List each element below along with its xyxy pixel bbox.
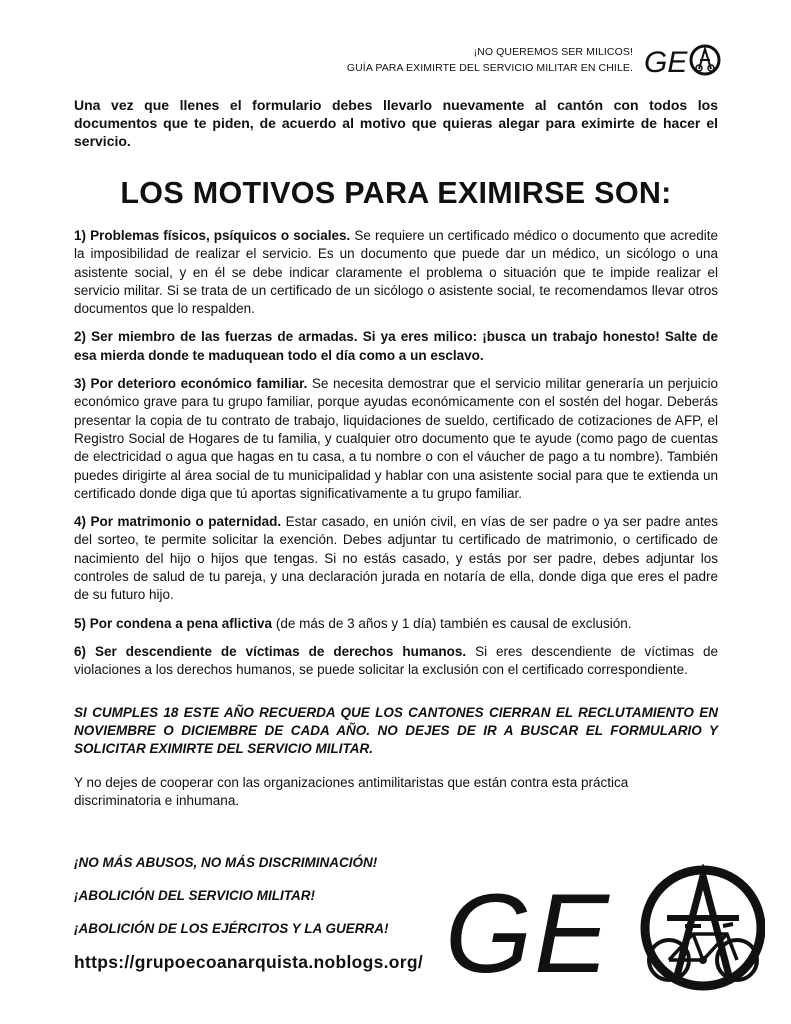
reason-item-5-body: (de más de 3 años y 1 día) también es causal de exclusión.: [272, 615, 632, 631]
reason-item-6-body: Si eres descendiente de víctimas de violaciones a los derechos humanos, se puede solicitar la exclusión con el certificado correspondiente.: [74, 643, 718, 678]
page-title: LOS MOTIVOS PARA EXIMIRSE SON:: [120, 176, 672, 210]
deadline-warning: SI CUMPLES 18 ESTE AÑO RECUERDA QUE LOS CANTONES CIERRAN EL RECLUTAMIENTO EN NOVIEMBRE O DICIEMBRE DE CADA AÑO. NO DEJES DE IR A BUSCAR EL FORMULARIO Y SOLICITAR EXIMIRTE DEL SERVICIO MILITAR.: [74, 704, 718, 756]
reason-item-6: [74, 643, 718, 680]
geo-logo-text: GE: [445, 871, 611, 994]
website-link[interactable]: https://grupoecoanarquista.noblogs.org/: [74, 952, 424, 972]
header-logo-text: GE: [644, 46, 688, 79]
reason-item-2-lead: 2) Ser miembro de las fuerzas de armadas. Si ya eres milico: ¡busca un trabajo honesto! Salte de esa mierda donde te maduquean todo el día como a un esclavo.: [74, 329, 718, 363]
header-logo-icon: [644, 38, 724, 82]
slogan-3: ¡ABOLICIÓN DE LOS EJÉRCITOS Y LA GUERRA!: [74, 921, 389, 936]
reason-item-3-body: Se necesita demostrar que el servicio militar generaría un perjuicio económico grave para tu grupo familiar, porque ayudas económicamente con el sostén del hogar. Deberás presentar la copia de tu contrato de trabajo, liquidaciones de sueldo, certificado de cotizaciones de AFP, el Registro Social de Hogares de tu familia, y cualquier otro documento que te ayude (como pago de cuentas de electricidad o agua que hagas en tu casa, a tu nombre o con el váucher de pago a tu nombre). También puedes dirigirte al área social de tu municipalidad y hablar con una asistente social para que te extienda un certificado donde diga que tú aportas significativamente a tu grupo familiar.: [74, 376, 719, 501]
reason-item-4: [74, 513, 718, 604]
reason-item-1-lead: 1) Problemas físicos, psíquicos o sociales.: [74, 228, 351, 243]
reason-item-3-lead: 3) Por deterioro económico familiar.: [74, 376, 308, 392]
reason-item-1-body: Se requiere un certificado médico o documento que acredite la imposibilidad de realizar el servicio. Es un documento que puede dar un médico, un sicólogo o una asistente social, y en él se debe indicar claramente el problema o situación que te impide realizar el servicio militar. Si se trata de un certificado de un sicólogo o asistente social, te recomendamos llevar otros documentos que lo respalden.: [74, 228, 719, 317]
page-header: [347, 44, 633, 76]
header-line-1: ¡NO QUEREMOS SER MILICOS!: [473, 46, 633, 58]
reason-item-3: [74, 375, 718, 503]
reason-item-6-lead: 6) Ser descendiente de víctimas de derechos humanos.: [74, 643, 467, 659]
reason-item-2: [74, 328, 718, 365]
slogans: [74, 854, 389, 953]
cooperate-paragraph: Y no dejes de cooperar con las organizaciones antimilitaristas que están contra esta práctica discriminatoria e inhumana.: [74, 774, 629, 808]
intro-paragraph: Una vez que llenes el formulario debes llevarlo nuevamente al cantón con todos los documentos que te piden, de acuerdo al motivo que quieras alegar para eximirte de hacer el servicio.: [74, 97, 718, 149]
reason-item-5-lead: 5) Por condena a pena aflictiva: [74, 615, 273, 631]
header-line-2: GUÍA PARA EXIMIRTE DEL SERVICIO MILITAR EN CHILE.: [346, 62, 633, 74]
reason-item-4-body: Estar casado, en unión civil, en vías de ser padre o ya ser padre antes del sorteo, te permite solicitar la exención. Debes adjuntar tu certificado de matrimonio, o certificado de nacimiento del hijo o hijos que tengas. Si no estás casado, y estás por ser padre, debes adjuntar los controles de salud de tu pareja, y una declaración jurada en notaría de ella, donde diga que eres el padre de su futuro hijo.: [74, 514, 718, 603]
reason-item-4-lead: 4) Por matrimonio o paternidad.: [74, 514, 282, 530]
main-content: [74, 96, 718, 810]
reason-item-1: [74, 227, 718, 318]
slogan-2: ¡ABOLICIÓN DEL SERVICIO MILITAR!: [74, 888, 315, 903]
slogan-1: ¡NO MÁS ABUSOS, NO MÁS DISCRIMINACIÓN!: [74, 855, 378, 870]
geo-logo-icon: [445, 864, 765, 994]
reason-item-5: [74, 615, 718, 633]
anarchy-bicycle-icon: [645, 870, 761, 986]
